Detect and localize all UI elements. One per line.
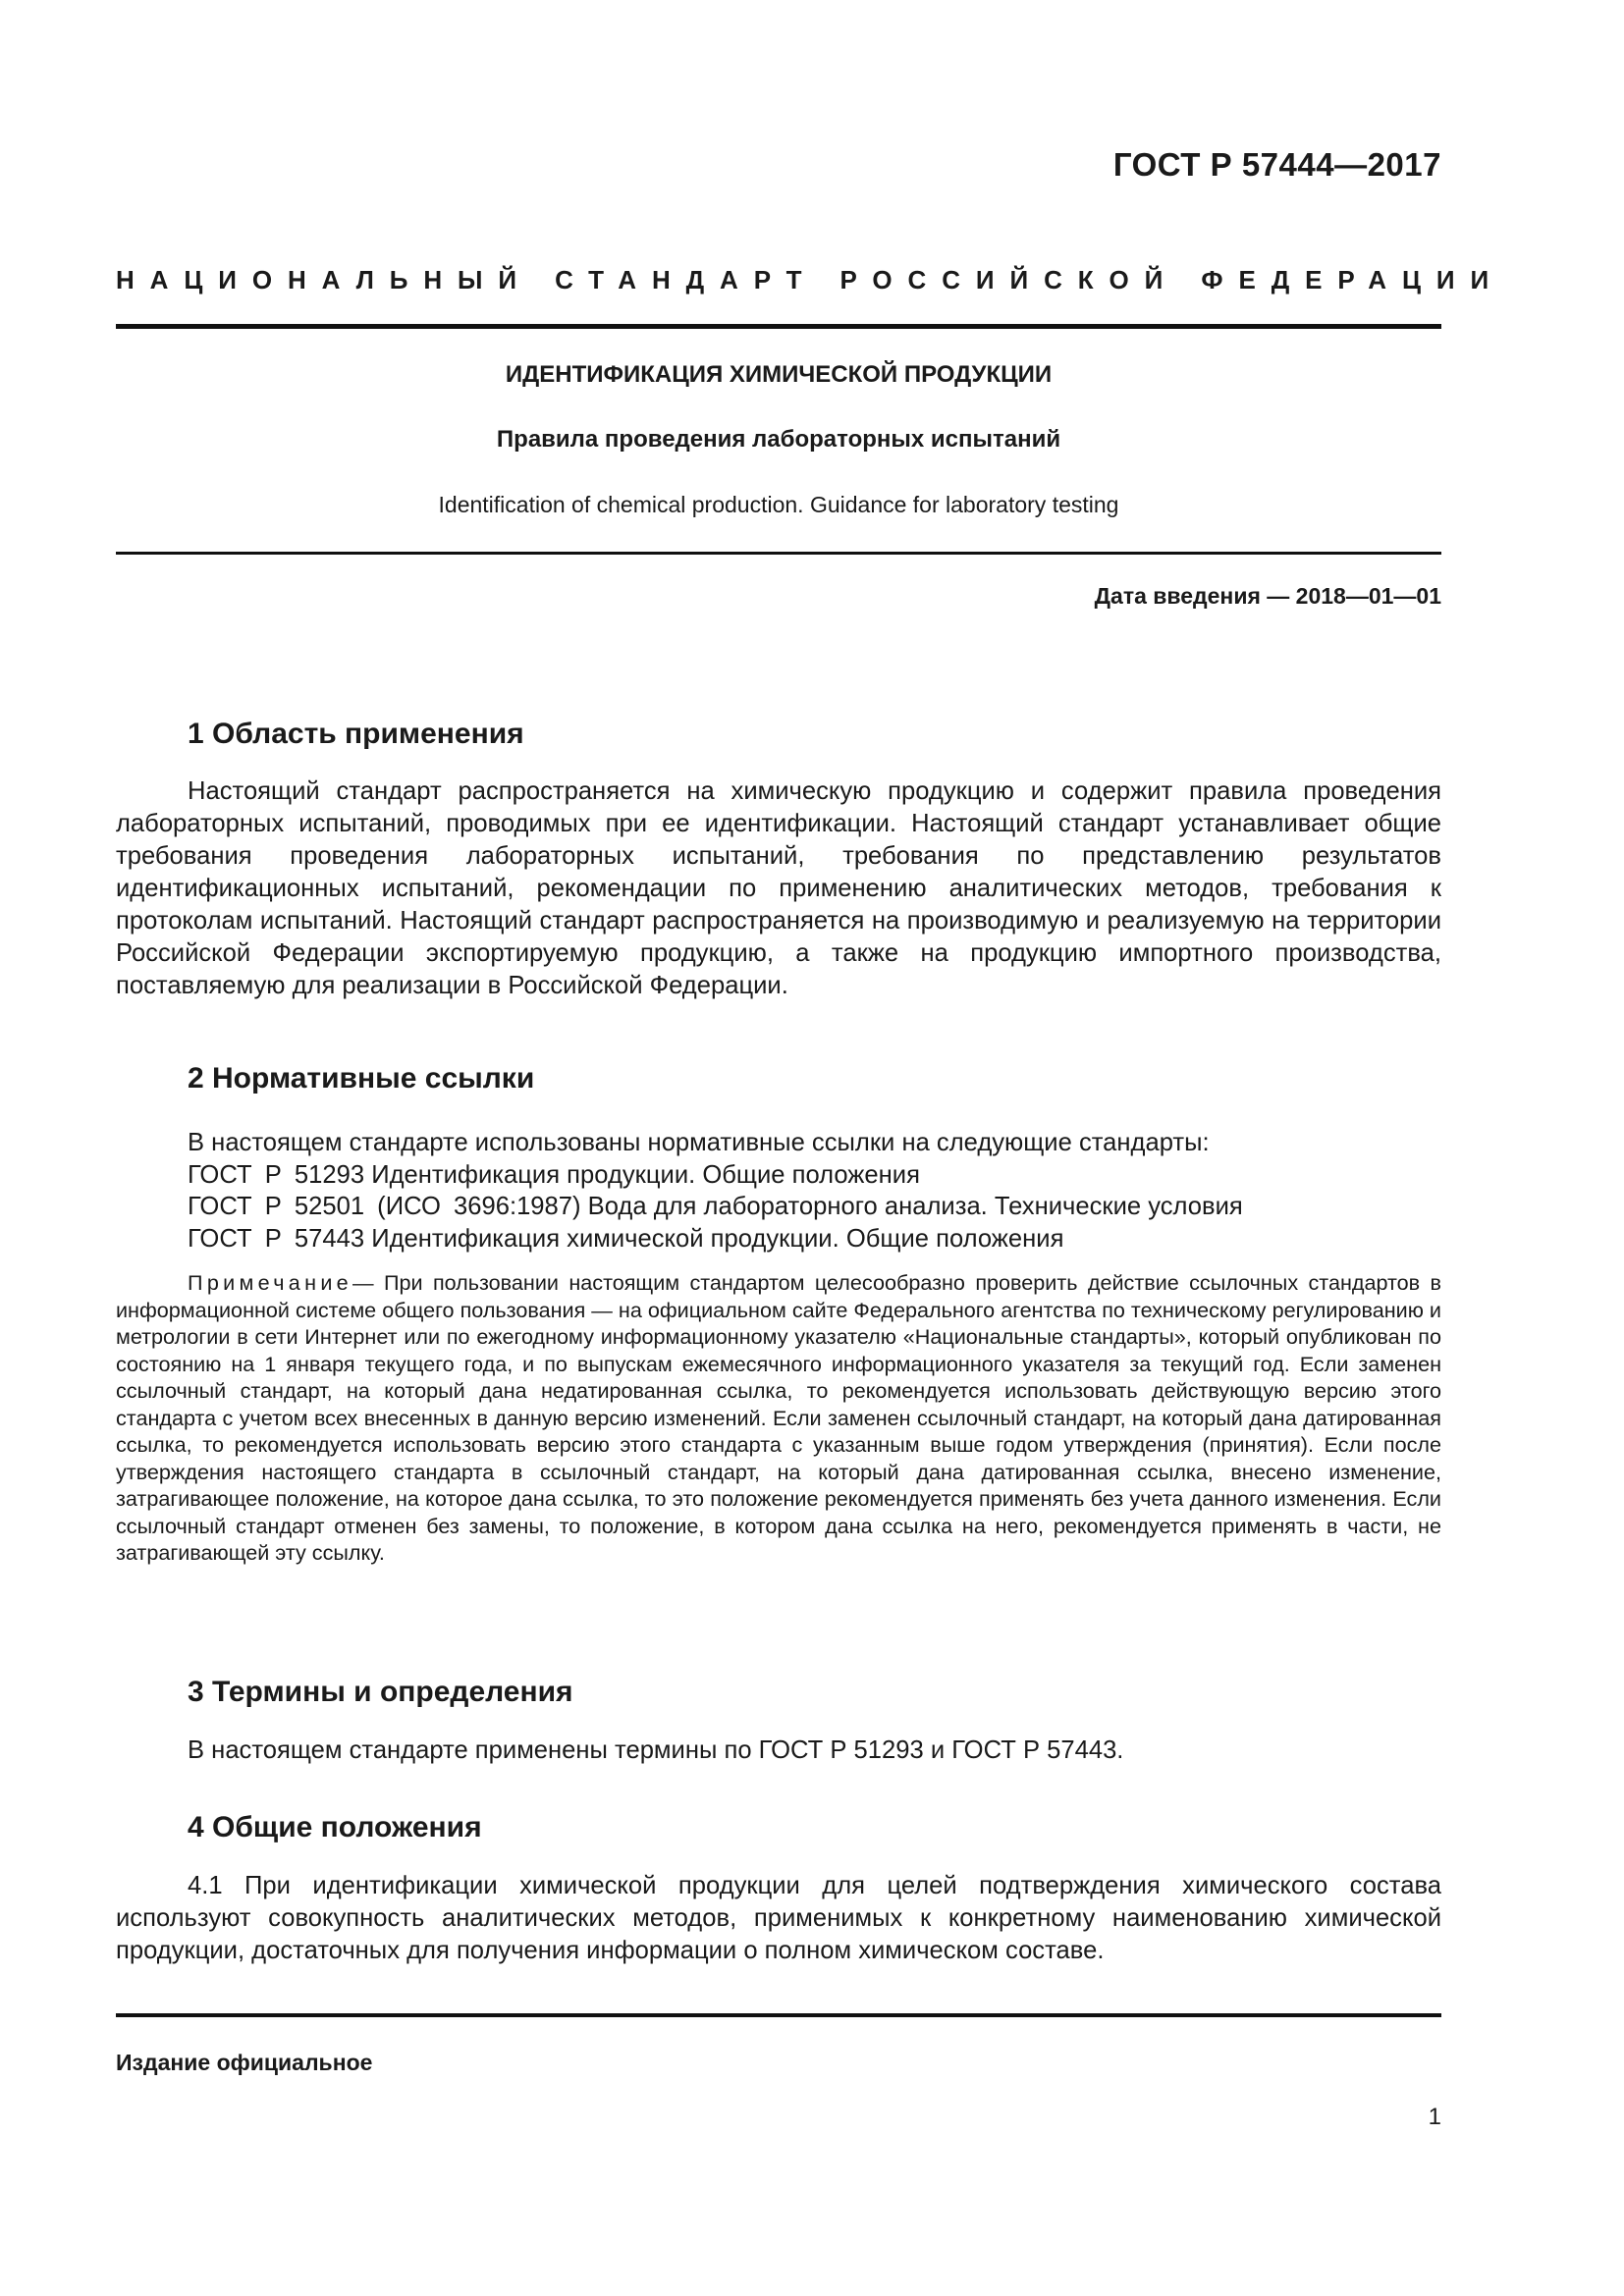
general-provisions-paragraph: 4.1 При идентификации химической продукции для целей подтверждения химического состава используют совокупность аналитических методов, применимых к конкретному наименованию химической продукции, достаточных для получения информации о полном химическом составе.: [116, 1872, 1441, 1964]
english-title: Identification of chemical production. Guidance for laboratory testing: [438, 492, 1119, 517]
note-text: — При пользовании настоящим стандартом целесообразно проверить действие ссылочных стандартов в информационной системе общего пользования — на официальном сайте Федерального агентства по техническому регулированию и метрологии в сети Интернет или по ежегодному информационному указателю «Национальные стандарты», который опубликован по состоянию на 1 января текущего года, и по выпускам ежемесячного информационного указателя за текущий год. Если заменен ссылочный стандарт, на который дана недатированная ссылка, то рекомендуется использовать действующую версию этого стандарта с учетом всех внесенных в данную версию изменений. Если заменен ссылочный стандарт, на который дана датированная ссылка, то рекомендуется использовать версию этого стандарта с указанным выше годом утверждения (принятия). Если после утверждения настоящего стандарта в ссылочный стандарт, на который дана датированная ссылка, внесено изменение, затрагивающее положение, на которое дана ссылка, то это положение рекомендуется применять без учета данного изменения. Если ссылочный стандарт отменен без замены, то положение, в котором дана ссылка на него, рекомендуется применять в части, не затрагивающей эту ссылку.: [116, 1270, 1441, 1565]
reference-title: Идентификация химической продукции. Общие положения: [371, 1224, 1064, 1253]
section-heading-scope: 1 Область применения: [188, 718, 524, 750]
gost-number: ГОСТ Р 57444—2017: [1112, 146, 1441, 183]
introduction-date: Дата введения — 2018—01—01: [1094, 583, 1441, 609]
section-heading-terms: 3 Термины и определения: [188, 1676, 573, 1708]
note-label: Примечание: [188, 1270, 352, 1295]
reference-item: [188, 1223, 1444, 1255]
references-intro: В настоящем стандарте использованы нормативные ссылки на следующие стандарты:: [188, 1129, 1210, 1156]
reference-item: [188, 1159, 1444, 1192]
reference-code: ГОСТ Р 52501 (ИСО 3696:1987): [188, 1193, 581, 1220]
title-divider: [116, 552, 1441, 555]
terms-paragraph: В настоящем стандарте применены термины по ГОСТ Р 51293 и ГОСТ Р 57443.: [188, 1736, 1124, 1764]
official-edition-label: Издание официальное: [116, 2050, 373, 2075]
document-subtitle: Правила проведения лабораторных испытаний: [496, 426, 1061, 453]
national-standard-banner: НАЦИОНАЛЬНЫЙ СТАНДАРТ РОССИЙСКОЙ ФЕДЕРАЦИИ: [116, 265, 1505, 294]
page-number: 1: [1428, 2104, 1441, 2130]
reference-code: ГОСТ Р 51293: [188, 1160, 365, 1189]
note-paragraph: [116, 1269, 1441, 1567]
section-heading-normative-references: 2 Нормативные ссылки: [188, 1062, 535, 1095]
reference-code: ГОСТ Р 57443: [188, 1224, 365, 1253]
section-heading-general-provisions: 4 Общие положения: [188, 1811, 482, 1843]
footer-divider: [116, 2013, 1441, 2017]
document-title: ИДЕНТИФИКАЦИЯ ХИМИЧЕСКОЙ ПРОДУКЦИИ: [505, 361, 1053, 388]
normative-references-list: [188, 1127, 1444, 1255]
reference-title: Идентификация продукции. Общие положения: [371, 1160, 920, 1189]
scope-paragraph: Настоящий стандарт распространяется на химическую продукцию и содержит правила проведения лабораторных испытаний, проводимых при ее идентификации. Настоящий стандарт устанавливает общие требования проведения лабораторных испытаний, требования по представлению результатов идентификационных испытаний, рекомендации по применению аналитических методов, требования к протоколам испытаний. Настоящий стандарт распространяется на производимую и реализуемую на территории Российской Федерации экспортируемую продукцию, а также на продукцию импортного производства, поставляемую для реализации в Российской Федерации.: [116, 777, 1441, 999]
reference-title: Вода для лабораторного анализа. Технические условия: [587, 1193, 1243, 1220]
top-divider: [116, 324, 1441, 329]
reference-item: [188, 1191, 1444, 1223]
